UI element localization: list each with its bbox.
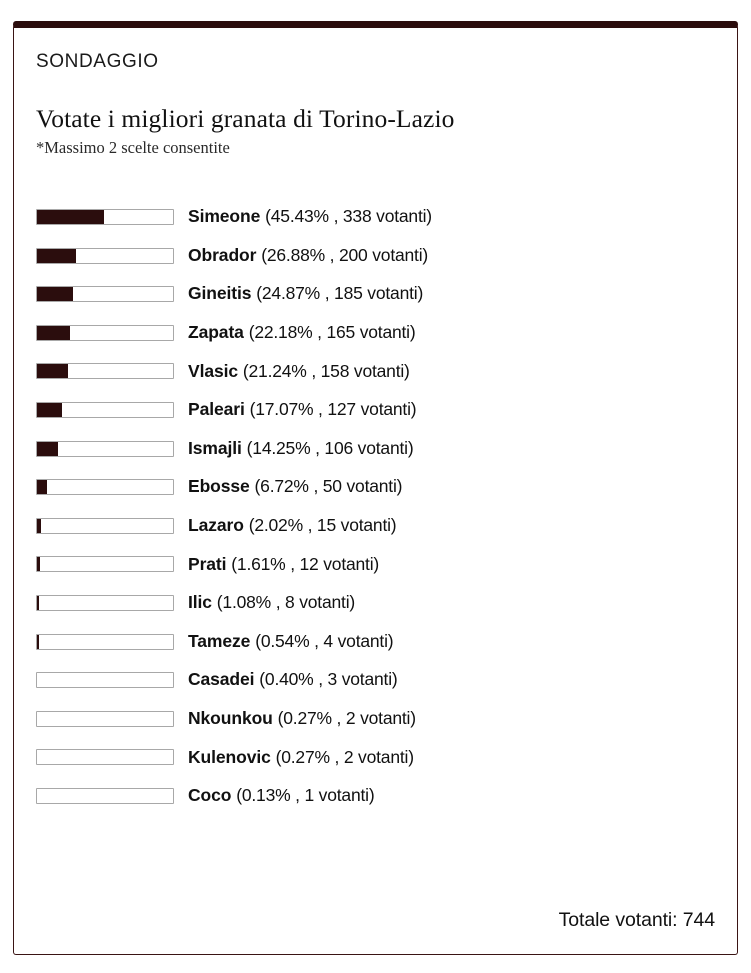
poll-bar-track (36, 634, 174, 650)
poll-option-stats: (45.43% , 338 votanti) (265, 206, 432, 227)
poll-option-label (188, 244, 429, 265)
poll-results-list (36, 198, 715, 816)
poll-option-stats: (17.07% , 127 votanti) (249, 399, 417, 420)
poll-option-label (188, 285, 423, 303)
poll-option-name: Zapata (188, 322, 244, 342)
poll-option-row[interactable] (36, 506, 715, 545)
poll-bar-fill (37, 249, 76, 263)
poll-option-stats: (24.87% , 185 votanti) (256, 283, 424, 304)
poll-bar-track (36, 286, 174, 302)
poll-option-stats: (0.27% , 2 votanti) (275, 746, 414, 767)
poll-option-stats: (21.24% , 158 votanti) (242, 360, 410, 381)
poll-option-label (188, 746, 414, 767)
poll-option-name: Ilic (188, 592, 212, 613)
poll-bar-fill (37, 326, 70, 340)
poll-option-stats: (26.88% , 200 votanti) (261, 244, 429, 265)
poll-option-name: Paleari (188, 399, 245, 420)
poll-bar-fill (37, 480, 47, 494)
poll-bar-track (36, 248, 174, 264)
poll-option-name: Kulenovic (188, 746, 271, 767)
poll-option-name: Simeone (188, 206, 261, 227)
poll-option-row[interactable] (36, 699, 715, 738)
poll-bar-track (36, 441, 174, 457)
poll-option-label (188, 208, 432, 226)
poll-option-row[interactable] (36, 275, 715, 314)
poll-option-label (188, 787, 374, 805)
poll-option-label (188, 707, 416, 728)
poll-option-stats: (22.18% , 165 votanti) (248, 322, 416, 342)
poll-option-stats: (1.61% , 12 votanti) (231, 553, 380, 574)
poll-option-stats: (14.25% , 106 votanti) (246, 437, 414, 458)
poll-bar-track (36, 711, 174, 727)
poll-bar-track (36, 402, 174, 418)
poll-bar-track (36, 788, 174, 804)
poll-option-stats: (6.72% , 50 votanti) (254, 476, 403, 497)
poll-option-stats: (1.08% , 8 votanti) (216, 592, 356, 613)
poll-bar-track (36, 518, 174, 534)
poll-bar-fill (37, 210, 104, 224)
poll-option-label (188, 671, 398, 689)
poll-option-name: Obrador (188, 244, 257, 265)
poll-option-row[interactable] (36, 352, 715, 391)
poll-bar-fill (37, 403, 62, 417)
poll-option-label (188, 437, 414, 458)
poll-option-stats: (0.27% , 2 votanti) (277, 707, 416, 728)
poll-option-label (188, 594, 355, 612)
poll-option-row[interactable] (36, 468, 715, 507)
poll-option-stats: (0.13% , 1 votanti) (236, 785, 375, 806)
poll-bar-fill (37, 287, 73, 301)
poll-option-row[interactable] (36, 545, 715, 584)
poll-bar-track (36, 749, 174, 765)
poll-eyebrow-label: SONDAGGIO (36, 51, 159, 72)
page-title: Votate i migliori granata di Torino-Lazio (36, 103, 455, 133)
poll-option-name: Tameze (188, 630, 251, 651)
poll-bar-fill (37, 596, 39, 610)
poll-subtitle: *Massimo 2 scelte consentite (36, 137, 230, 157)
poll-option-row[interactable] (36, 661, 715, 700)
poll-card (13, 21, 738, 955)
poll-option-row[interactable] (36, 738, 715, 777)
poll-option-row[interactable] (36, 391, 715, 430)
poll-option-label (188, 553, 380, 574)
poll-option-name: Coco (188, 785, 232, 806)
poll-option-name: Gineitis (188, 283, 252, 304)
poll-bar-fill (37, 557, 40, 571)
poll-option-row[interactable] (36, 584, 715, 623)
poll-card-inner (14, 28, 737, 954)
poll-bar-track (36, 672, 174, 688)
poll-bar-fill (37, 635, 39, 649)
poll-bar-track (36, 325, 174, 341)
poll-option-name: Ismajli (188, 437, 242, 458)
poll-bar-fill (37, 364, 68, 378)
poll-option-name: Vlasic (188, 360, 238, 381)
poll-option-name: Casadei (188, 669, 255, 690)
poll-bar-track (36, 479, 174, 495)
poll-option-row[interactable] (36, 429, 715, 468)
poll-option-stats: (0.40% , 3 votanti) (259, 669, 398, 690)
poll-option-label (188, 478, 402, 496)
poll-option-stats: (0.54% , 4 votanti) (255, 630, 394, 651)
poll-bar-track (36, 556, 174, 572)
poll-option-row[interactable] (36, 313, 715, 352)
poll-bar-fill (37, 442, 58, 456)
poll-option-stats: (2.02% , 15 votanti) (248, 514, 397, 535)
poll-option-label (188, 630, 394, 651)
poll-option-label (188, 360, 410, 381)
poll-option-label (188, 514, 397, 535)
poll-option-name: Lazaro (188, 514, 244, 535)
poll-option-label (188, 324, 416, 342)
poll-bar-track (36, 209, 174, 225)
total-voters-label: Totale votanti: 744 (558, 909, 715, 931)
poll-option-name: Prati (188, 553, 227, 574)
poll-option-row[interactable] (36, 198, 715, 237)
poll-option-name: Ebosse (188, 476, 250, 497)
poll-option-row[interactable] (36, 777, 715, 816)
poll-option-row[interactable] (36, 622, 715, 661)
poll-option-name: Nkounkou (188, 707, 273, 728)
poll-bar-track (36, 595, 174, 611)
poll-bar-track (36, 363, 174, 379)
poll-option-row[interactable] (36, 236, 715, 275)
poll-bar-fill (37, 519, 41, 533)
poll-option-label (188, 401, 416, 419)
